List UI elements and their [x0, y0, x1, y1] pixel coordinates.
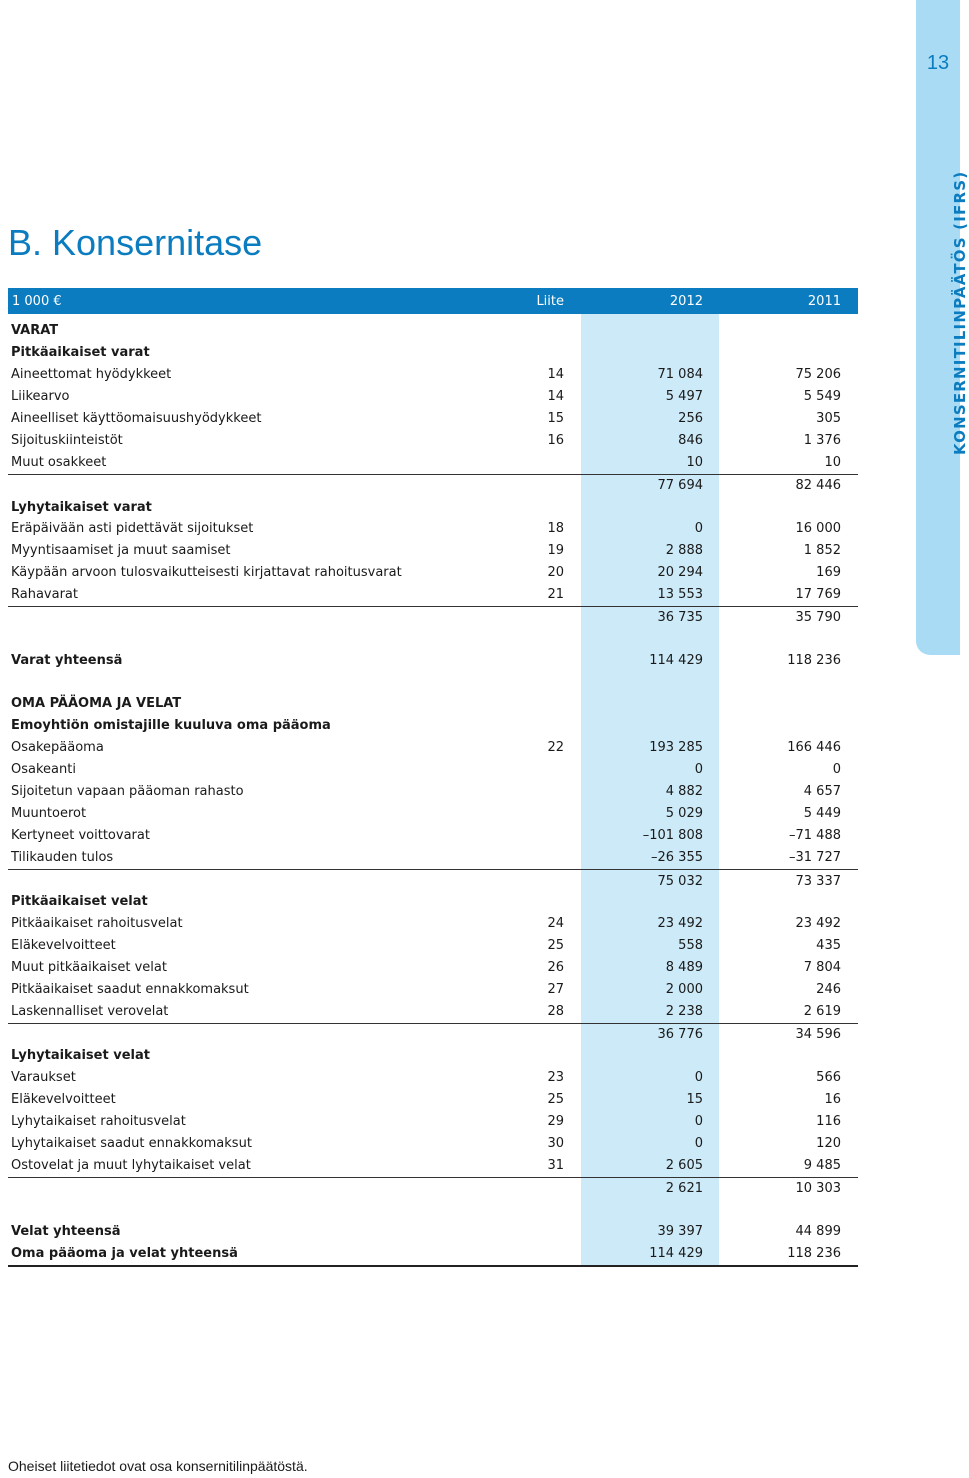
table-row	[8, 408, 858, 430]
cell-v2011: 75 206	[795, 367, 841, 382]
cell-note: 16	[547, 433, 564, 448]
cell-label: Pitkäaikaiset saadut ennakkomaksut	[11, 982, 249, 997]
cell-v2012: 15	[686, 1092, 703, 1107]
cell-label: Laskennalliset verovelat	[11, 1004, 169, 1019]
cell-v2011: 16	[824, 1092, 841, 1107]
cell-v2011: 4 657	[803, 784, 841, 799]
cell-label: Eräpäivään asti pidettävät sijoitukset	[11, 521, 254, 536]
cell-v2012: 114 429	[649, 653, 703, 668]
cell-label: Sijoitetun vapaan pääoman rahasto	[11, 784, 244, 799]
cell-v2011: 35 790	[795, 610, 841, 625]
cell-v2011: 118 236	[787, 1246, 841, 1261]
cell-v2012: 0	[694, 1070, 703, 1085]
cell-v2011: 17 769	[795, 587, 841, 602]
cell-note: 21	[547, 587, 564, 602]
cell-label: Osakeanti	[11, 762, 76, 777]
cell-label: Rahavarat	[11, 587, 78, 602]
header-unit: 1 000 €	[12, 294, 62, 309]
cell-label: Aineelliset käyttöomaisuushyödykkeet	[11, 411, 262, 426]
cell-v2012: 193 285	[649, 740, 703, 755]
cell-note: 28	[547, 1004, 564, 1019]
cell-label: Muuntoerot	[11, 806, 87, 821]
table-row	[8, 540, 858, 562]
row-separator	[8, 869, 858, 870]
cell-v2012: 2 238	[665, 1004, 703, 1019]
cell-label: Lyhytaikaiset velat	[11, 1048, 150, 1063]
table-row	[8, 759, 858, 781]
cell-label: Ostovelat ja muut lyhytaikaiset velat	[11, 1158, 251, 1173]
table-row	[8, 1243, 858, 1265]
cell-label: Oma pääoma ja velat yhteensä	[11, 1246, 238, 1261]
cell-label: Osakepääoma	[11, 740, 104, 755]
cell-note: 14	[547, 389, 564, 404]
cell-note: 19	[547, 543, 564, 558]
cell-label: OMA PÄÄOMA JA VELAT	[11, 696, 182, 711]
cell-v2012: 0	[694, 762, 703, 777]
cell-note: 18	[547, 521, 564, 536]
table-row	[8, 650, 858, 672]
cell-v2012: 846	[678, 433, 703, 448]
cell-v2011: 34 596	[795, 1027, 841, 1042]
cell-v2011: 120	[816, 1136, 841, 1151]
header-2012: 2012	[669, 294, 703, 309]
cell-label: Tilikauden tulos	[11, 850, 114, 865]
page-title: B. Konsernitase	[8, 222, 263, 263]
table-header	[8, 288, 858, 314]
cell-label: Velat yhteensä	[11, 1224, 121, 1239]
cell-v2012: 558	[678, 938, 703, 953]
cell-v2012: 0	[694, 1114, 703, 1129]
cell-v2011: 16 000	[795, 521, 841, 536]
cell-label: Varaukset	[11, 1070, 76, 1085]
cell-v2011: 169	[816, 565, 841, 580]
table-row	[8, 825, 858, 847]
cell-note: 31	[547, 1158, 564, 1173]
cell-v2011: 1 852	[803, 543, 841, 558]
cell-v2011: 23 492	[795, 916, 841, 931]
header-2011: 2011	[807, 294, 841, 309]
cell-note: 24	[547, 916, 564, 931]
cell-v2011: 9 485	[803, 1158, 841, 1173]
cell-v2011: 7 804	[803, 960, 841, 975]
cell-label: Eläkevelvoitteet	[11, 938, 116, 953]
cell-v2012: 2 605	[665, 1158, 703, 1173]
table-row	[8, 715, 858, 737]
cell-v2012: 2 621	[665, 1181, 703, 1196]
cell-v2012: 71 084	[657, 367, 703, 382]
table-row	[8, 386, 858, 408]
cell-v2012: 20 294	[657, 565, 703, 580]
cell-v2011: 435	[816, 938, 841, 953]
cell-note: 29	[547, 1114, 564, 1129]
table-row	[8, 1155, 858, 1177]
cell-v2011: 5 549	[803, 389, 841, 404]
cell-v2011: 166 446	[787, 740, 841, 755]
page-number: 13	[926, 52, 950, 74]
cell-v2011: 566	[816, 1070, 841, 1085]
cell-v2012: 10	[686, 455, 703, 470]
footer-note: Oheiset liitetiedot ovat osa konsernitilinpäätöstä.	[8, 1458, 308, 1474]
table-row	[8, 430, 858, 452]
cell-label: Sijoituskiinteistöt	[11, 433, 123, 448]
cell-label: Liikearvo	[11, 389, 70, 404]
cell-v2012: 256	[678, 411, 703, 426]
cell-note: 27	[547, 982, 564, 997]
cell-v2012: 2 888	[665, 543, 703, 558]
table-row	[8, 1024, 858, 1046]
table-row	[8, 342, 858, 364]
table-row	[8, 935, 858, 957]
cell-v2012: 5 029	[665, 806, 703, 821]
cell-label: Pitkäaikaiset velat	[11, 894, 148, 909]
cell-v2011: 1 376	[803, 433, 841, 448]
table-row	[8, 847, 858, 869]
cell-v2012: 5 497	[665, 389, 703, 404]
table-row	[8, 607, 858, 629]
cell-label: Emoyhtiön omistajille kuuluva oma pääoma	[11, 718, 331, 733]
cell-v2011: –31 727	[789, 850, 841, 865]
cell-label: Aineettomat hyödykkeet	[11, 367, 172, 382]
table-row	[8, 979, 858, 1001]
table-row	[8, 497, 858, 519]
cell-v2012: 0	[694, 1136, 703, 1151]
cell-v2012: 23 492	[657, 916, 703, 931]
table-row	[8, 871, 858, 893]
cell-v2011: 118 236	[787, 653, 841, 668]
cell-note: 14	[547, 367, 564, 382]
table-row	[8, 1178, 858, 1200]
cell-label: Kertyneet voittovarat	[11, 828, 150, 843]
cell-note: 23	[547, 1070, 564, 1085]
cell-label: Varat yhteensä	[11, 653, 123, 668]
header-note: Liite	[536, 294, 564, 309]
table-row	[8, 518, 858, 540]
table-row	[8, 737, 858, 759]
table-row	[8, 320, 858, 342]
cell-v2012: –26 355	[651, 850, 703, 865]
cell-v2011: 5 449	[803, 806, 841, 821]
cell-note: 20	[547, 565, 564, 580]
cell-v2011: 82 446	[795, 478, 841, 493]
cell-v2012: 13 553	[657, 587, 703, 602]
cell-v2011: 0	[832, 762, 841, 777]
cell-note: 30	[547, 1136, 564, 1151]
cell-v2011: 10 303	[795, 1181, 841, 1196]
table-row	[8, 803, 858, 825]
cell-v2012: 114 429	[649, 1246, 703, 1261]
cell-label: Lyhytaikaiset rahoitusvelat	[11, 1114, 186, 1129]
table-row	[8, 364, 858, 386]
table-row	[8, 1001, 858, 1023]
cell-v2012: 77 694	[657, 478, 703, 493]
cell-v2012: 36 776	[657, 1027, 703, 1042]
cell-note: 26	[547, 960, 564, 975]
cell-label: Lyhytaikaiset saadut ennakkomaksut	[11, 1136, 252, 1151]
cell-v2012: 2 000	[665, 982, 703, 997]
table-row	[8, 1045, 858, 1067]
cell-label: VARAT	[11, 323, 59, 338]
cell-v2012: –101 808	[642, 828, 703, 843]
cell-v2011: –71 488	[789, 828, 841, 843]
table-row	[8, 475, 858, 497]
cell-v2012: 36 735	[657, 610, 703, 625]
cell-v2011: 305	[816, 411, 841, 426]
table-row	[8, 1067, 858, 1089]
table-row	[8, 1133, 858, 1155]
table-row	[8, 584, 858, 606]
cell-label: Lyhytaikaiset varat	[11, 500, 152, 515]
cell-v2011: 2 619	[803, 1004, 841, 1019]
table-row	[8, 957, 858, 979]
table-row	[8, 452, 858, 474]
table-row	[8, 913, 858, 935]
table-row	[8, 1111, 858, 1133]
table-row	[8, 562, 858, 584]
cell-label: Muut pitkäaikaiset velat	[11, 960, 167, 975]
cell-v2011: 44 899	[795, 1224, 841, 1239]
cell-v2011: 246	[816, 982, 841, 997]
cell-label: Pitkäaikaiset varat	[11, 345, 150, 360]
cell-v2011: 10	[824, 455, 841, 470]
cell-note: 25	[547, 1092, 564, 1107]
cell-v2011: 116	[816, 1114, 841, 1129]
cell-v2012: 8 489	[665, 960, 703, 975]
table-row	[8, 1221, 858, 1243]
cell-label: Myyntisaamiset ja muut saamiset	[11, 543, 231, 558]
section-label: KONSERNITILINPÄÄTÖS (IFRS)	[951, 170, 969, 455]
row-separator	[8, 1265, 858, 1267]
cell-v2012: 4 882	[665, 784, 703, 799]
cell-note: 15	[547, 411, 564, 426]
table-row	[8, 1089, 858, 1111]
cell-v2012: 39 397	[657, 1224, 703, 1239]
cell-label: Muut osakkeet	[11, 455, 107, 470]
cell-label: Pitkäaikaiset rahoitusvelat	[11, 916, 183, 931]
table-row	[8, 693, 858, 715]
cell-note: 22	[547, 740, 564, 755]
cell-v2012: 75 032	[657, 874, 703, 889]
cell-label: Käypään arvoon tulosvaikutteisesti kirjattavat rahoitusvarat	[11, 565, 402, 580]
cell-note: 25	[547, 938, 564, 953]
table-row	[8, 781, 858, 803]
cell-v2012: 0	[694, 521, 703, 536]
table-row	[8, 891, 858, 913]
cell-v2011: 73 337	[795, 874, 841, 889]
cell-label: Eläkevelvoitteet	[11, 1092, 116, 1107]
